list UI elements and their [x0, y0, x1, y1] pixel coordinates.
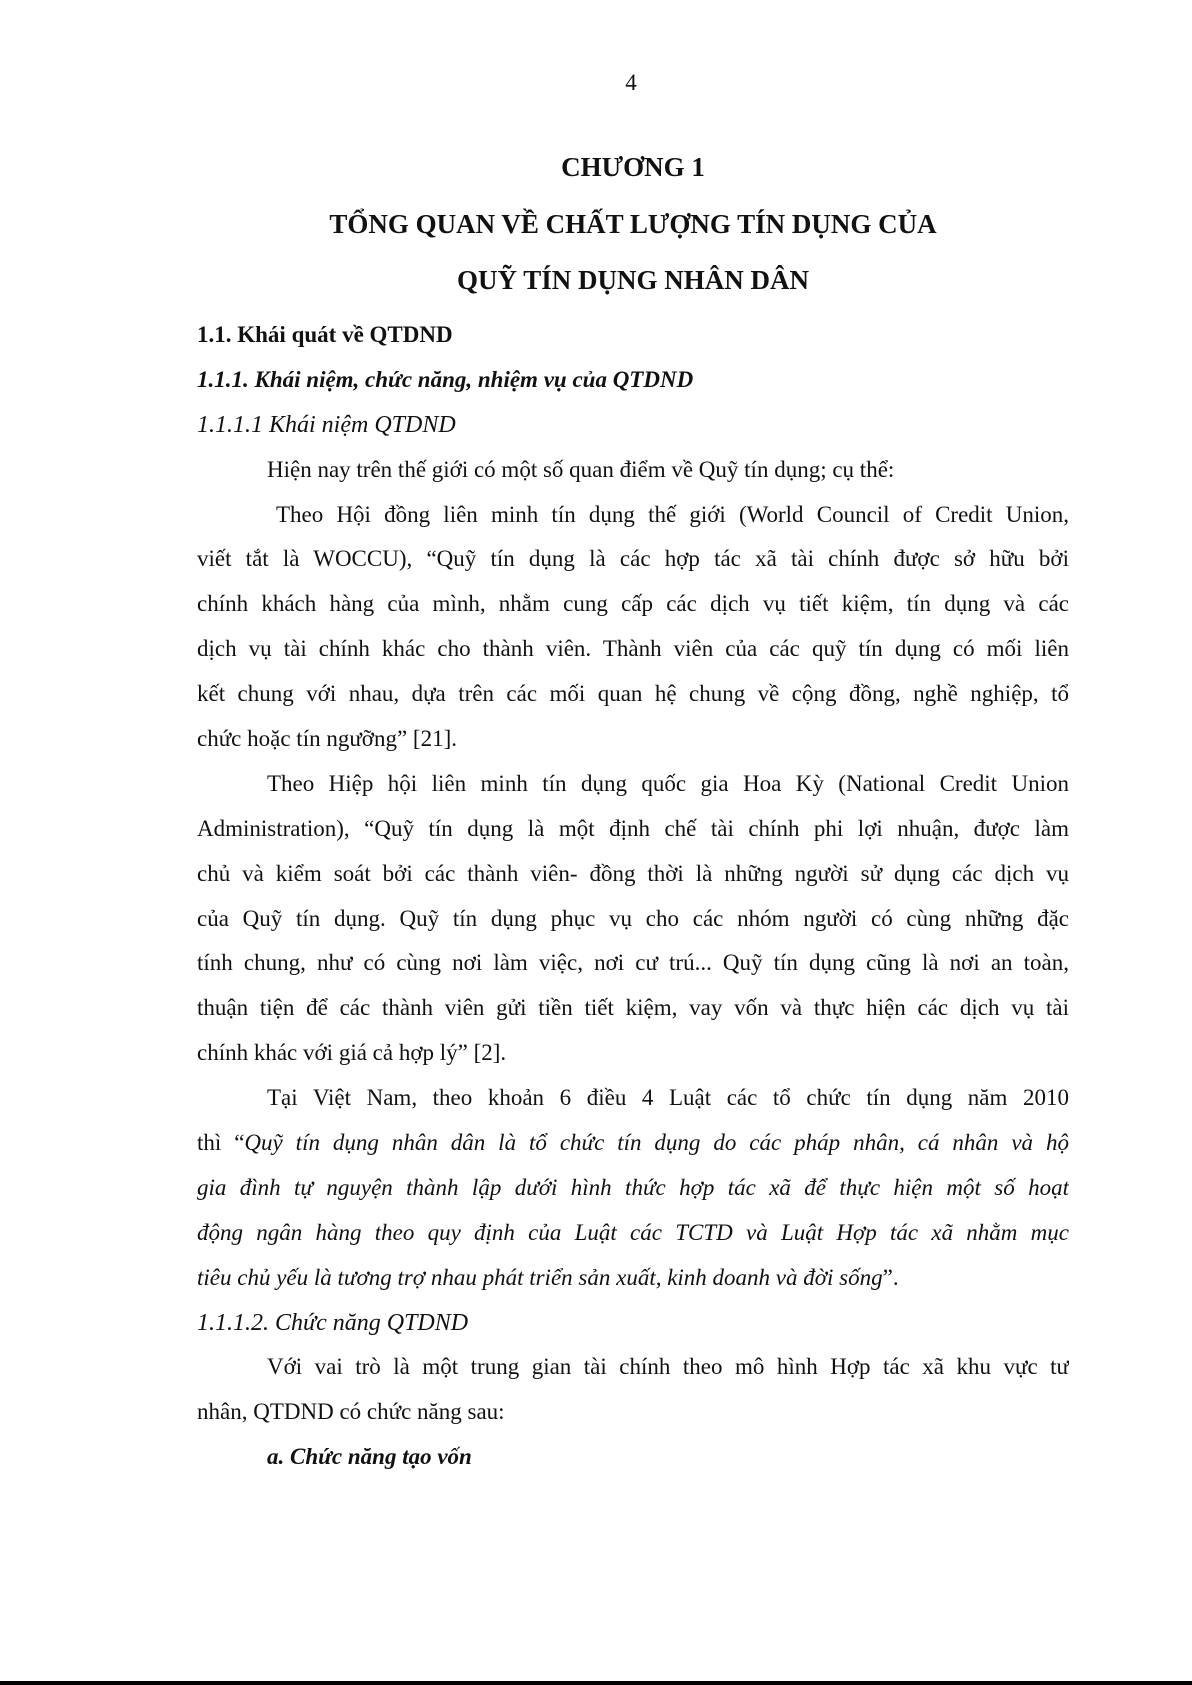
text-line: Với vai trò là một trung gian tài chính theo mô hình Hợp tác xã khu vực tư: [267, 1354, 1069, 1380]
text-line: 1.1.1.2. Chức năng QTDND: [197, 1309, 469, 1336]
chapter-title-line-2: QUỸ TÍN DỤNG NHÂN DÂN: [456, 265, 809, 295]
paragraph: [197, 762, 1069, 1076]
text-line: 1.1.1. Khái niệm, chức năng, nhiệm vụ của QTDND: [197, 366, 694, 392]
text-line: [197, 1256, 1069, 1301]
document-body: [197, 313, 1069, 1480]
text-line: Administration), “Quỹ tín dụng là một định chế tài chính phi lợi nhuận, được làm: [197, 815, 1069, 841]
text-line: tính chung, như có cùng nơi làm việc, nơi cư trú... Quỹ tín dụng cũng là nơi an toàn,: [197, 950, 1069, 976]
text-line: 1.1. Khái quát về QTDND: [197, 322, 453, 347]
text-line: 1.1.1.1 Khái niệm QTDND: [197, 411, 456, 438]
quoted-law-text: Quỹ tín dụng nhân dân là tổ chức tín dụng do các pháp nhân, cá nhân và hộ: [244, 1130, 1069, 1156]
text-line: viết tắt là WOCCU), “Quỹ tín dụng là các hợp tác xã tài chính được sở hữu bởi: [197, 546, 1069, 572]
paragraph: [197, 1076, 1069, 1300]
text-line: thuận tiện để các thành viên gửi tiền tiết kiệm, vay vốn và thực hiện các dịch vụ tài: [197, 995, 1069, 1021]
text-line: chính khách hàng của mình, nhằm cung cấp các dịch vụ tiết kiệm, tín dụng và các: [197, 591, 1069, 617]
subsection-heading: [197, 358, 1069, 403]
subsubsection-heading: [197, 403, 1069, 448]
text-line: chính khác với giá cả hợp lý” [2].: [197, 1040, 507, 1066]
paragraph: [197, 448, 1069, 493]
chapter-label: CHƯƠNG 1: [561, 152, 705, 182]
text-line: nhân, QTDND có chức năng sau:: [197, 1399, 505, 1425]
text-segment: thì “: [197, 1130, 245, 1156]
text-line: Theo Hội đồng liên minh tín dụng thế giới (World Council of Credit Union,: [276, 501, 1069, 527]
text-line: Theo Hiệp hội liên minh tín dụng quốc gia Hoa Kỳ (National Credit Union: [267, 770, 1069, 796]
section-heading: [197, 313, 1069, 358]
text-line: Tại Việt Nam, theo khoản 6 điều 4 Luật các tổ chức tín dụng năm 2010: [267, 1085, 1069, 1111]
quoted-law-text: gia đình tự nguyện thành lập dưới hình thức hợp tác xã để thực hiện một số hoạt: [197, 1174, 1069, 1200]
page-bottom-border: [0, 1681, 1192, 1685]
text-line: dịch vụ tài chính khác cho thành viên. Thành viên của các quỹ tín dụng có mối liên: [197, 636, 1069, 662]
text-line: kết chung với nhau, dựa trên các mối quan hệ chung về cộng đồng, nghề nghiệp, tổ: [197, 681, 1069, 707]
text-line: chủ và kiểm soát bởi các thành viên- đồng thời là những người sử dụng các dịch vụ: [197, 860, 1069, 886]
paragraph: [197, 493, 1069, 762]
quoted-law-text: tiêu chủ yếu là tương trợ nhau phát triển sản xuất, kinh doanh và đời sống: [197, 1264, 883, 1290]
item-heading: [197, 1435, 1069, 1480]
text-line: Hiện nay trên thế giới có một số quan điểm về Quỹ tín dụng; cụ thể:: [267, 456, 895, 482]
text-line: của Quỹ tín dụng. Quỹ tín dụng phục vụ cho các nhóm người có cùng những đặc: [197, 905, 1069, 931]
text-line: [197, 1121, 1069, 1166]
quoted-law-text: động ngân hàng theo quy định của Luật các TCTD và Luật Hợp tác xã nhằm mục: [197, 1219, 1069, 1245]
text-line: [197, 1166, 1069, 1211]
paragraph: [197, 1345, 1069, 1435]
text-line: [197, 1211, 1069, 1256]
page-number: 4: [625, 70, 637, 95]
subsubsection-heading: [197, 1301, 1069, 1346]
chapter-title-line-1: TỔNG QUAN VỀ CHẤT LƯỢNG TÍN DỤNG CỦA: [329, 209, 937, 239]
text-line: chức hoặc tín ngưỡng” [21].: [197, 726, 457, 752]
text-line: a. Chức năng tạo vốn: [267, 1444, 472, 1470]
text-segment: ”.: [882, 1264, 899, 1290]
